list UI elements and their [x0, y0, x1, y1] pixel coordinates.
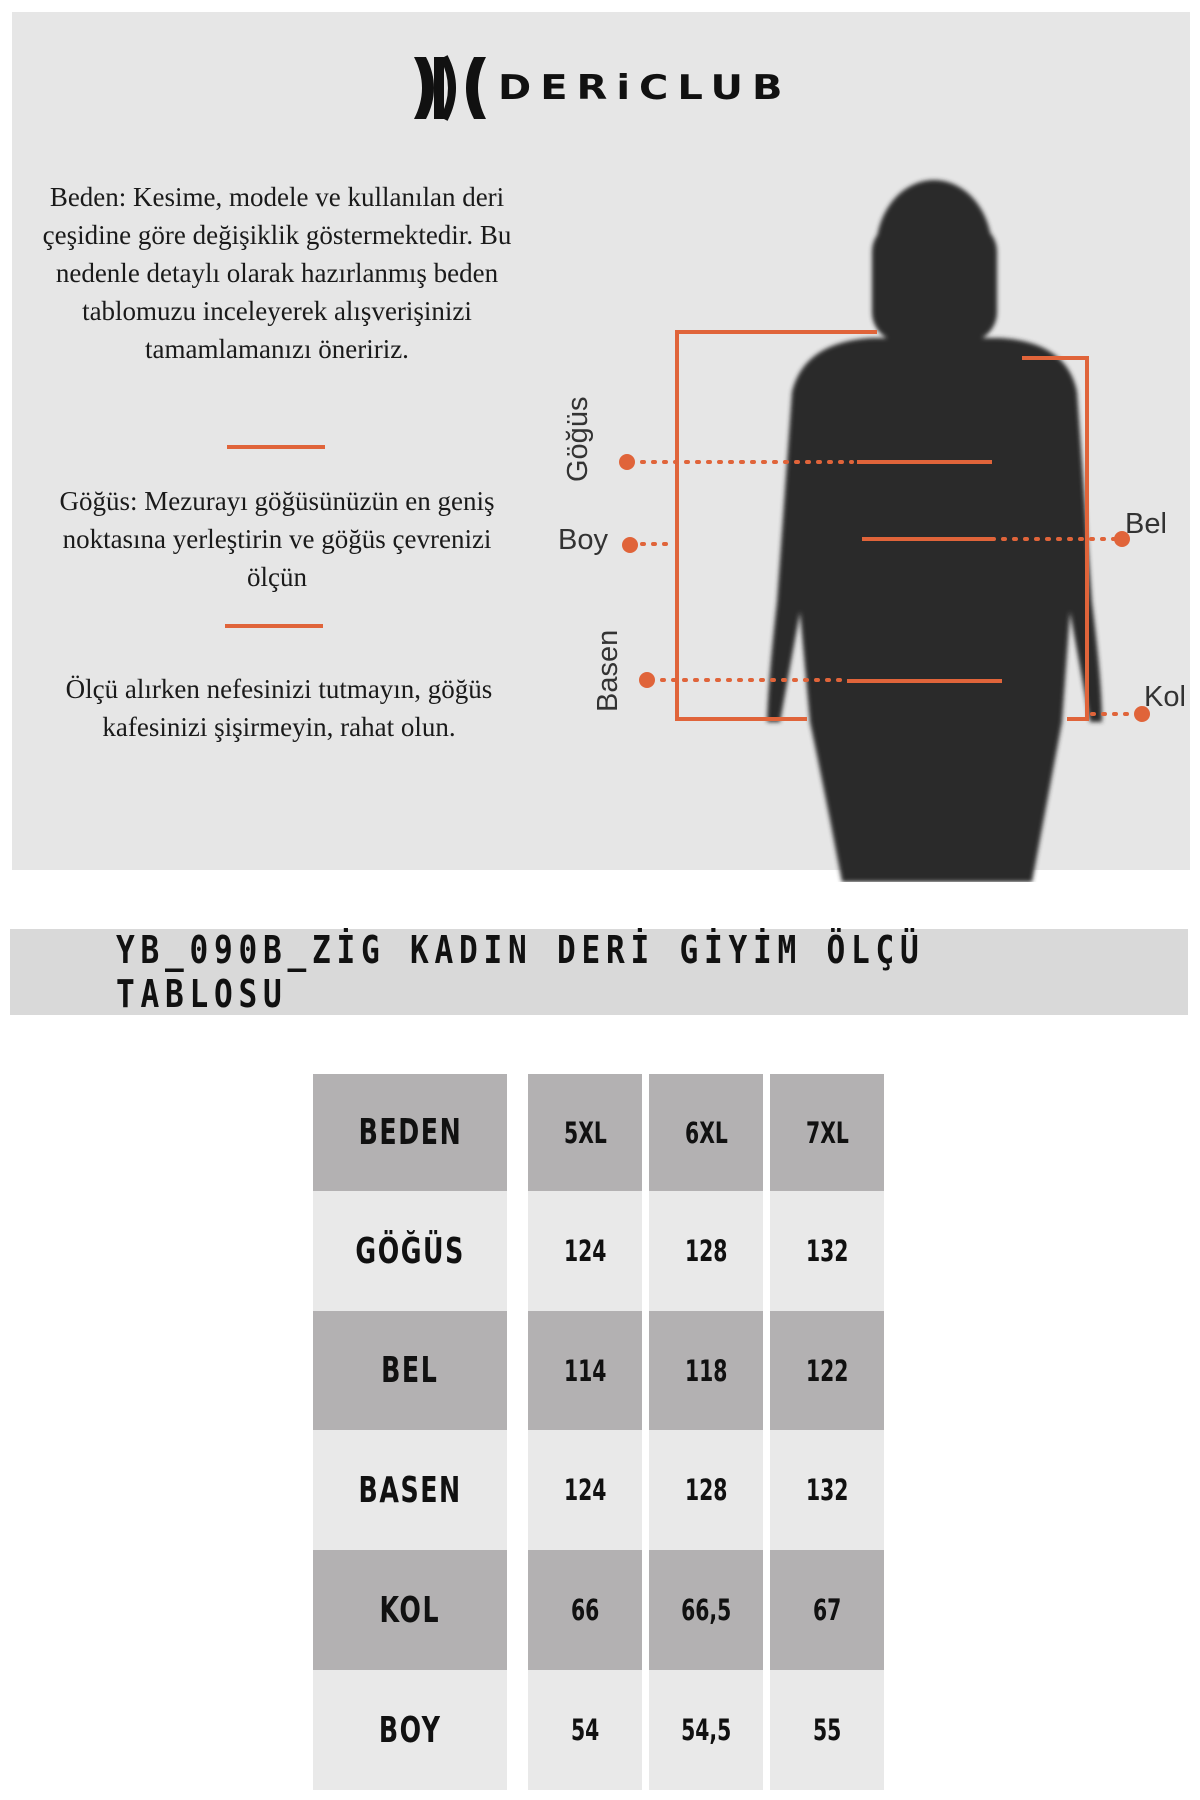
label-boy: Boy — [558, 524, 608, 556]
table-cell: 122 — [770, 1311, 884, 1430]
table-row-label: KOL — [313, 1550, 507, 1670]
table-header-size: 5XL — [528, 1074, 642, 1191]
label-gogus: Göğüs — [562, 396, 594, 482]
info-text-tip: Ölçü alırken nefesinizi tutmayın, göğüs kafesinizi şişirmeyin, rahat olun. — [65, 674, 493, 742]
brand-logo — [412, 52, 791, 124]
table-row-label: BOY — [313, 1670, 507, 1790]
brand-name: DERiCLUB — [498, 68, 792, 108]
divider-1 — [227, 445, 325, 449]
table-title-bar — [10, 929, 1188, 1015]
table-cell: 55 — [770, 1670, 884, 1790]
table-cell: 54,5 — [649, 1670, 763, 1790]
info-paragraph-chest — [52, 482, 502, 596]
table-header-size: 6XL — [649, 1074, 763, 1191]
info-text-chest: Göğüs: Mezurayı göğüsünüzün en geniş noktasına yerleştirin ve göğüs çevrenizi ölçün — [59, 486, 495, 592]
table-header-size: 7XL — [770, 1074, 884, 1191]
label-bel: Bel — [1125, 508, 1167, 540]
info-paragraph-size — [32, 178, 522, 368]
table-title: YB_090B_ZİG KADIN DERİ GİYİM ÖLÇÜ TABLOSU — [116, 928, 925, 1016]
table-cell: 124 — [528, 1191, 642, 1311]
table-cell: 128 — [649, 1430, 763, 1550]
table-cell: 67 — [770, 1550, 884, 1670]
table-cell: 114 — [528, 1311, 642, 1430]
brand-logo-icon — [412, 53, 488, 123]
divider-2 — [225, 624, 323, 628]
table-cell: 66 — [528, 1550, 642, 1670]
info-paragraph-tip — [24, 670, 534, 746]
table-cell: 118 — [649, 1311, 763, 1430]
table-row-label: GÖĞÜS — [313, 1191, 507, 1311]
table-cell: 132 — [770, 1191, 884, 1311]
table-cell: 66,5 — [649, 1550, 763, 1670]
body-measurement-diagram — [542, 162, 1192, 882]
table-row-label: BEL — [313, 1311, 507, 1430]
table-row-label: BASEN — [313, 1430, 507, 1550]
table-cell: 128 — [649, 1191, 763, 1311]
label-basen: Basen — [592, 629, 624, 712]
table-cell: 132 — [770, 1430, 884, 1550]
female-silhouette — [767, 180, 1102, 882]
table-cell: 124 — [528, 1430, 642, 1550]
label-kol: Kol — [1144, 681, 1186, 713]
info-text-size: Beden: Kesime, modele ve kullanılan deri çeşidine göre değişiklik göstermektedir. Bu nedenle detaylı olarak hazırlanmış beden tablomuzu inceleyerek alışverişinizi tamamlamanızı öneririz. — [42, 182, 512, 364]
info-panel — [12, 12, 1190, 870]
table-header-label: BEDEN — [313, 1074, 507, 1191]
table-cell: 54 — [528, 1670, 642, 1790]
